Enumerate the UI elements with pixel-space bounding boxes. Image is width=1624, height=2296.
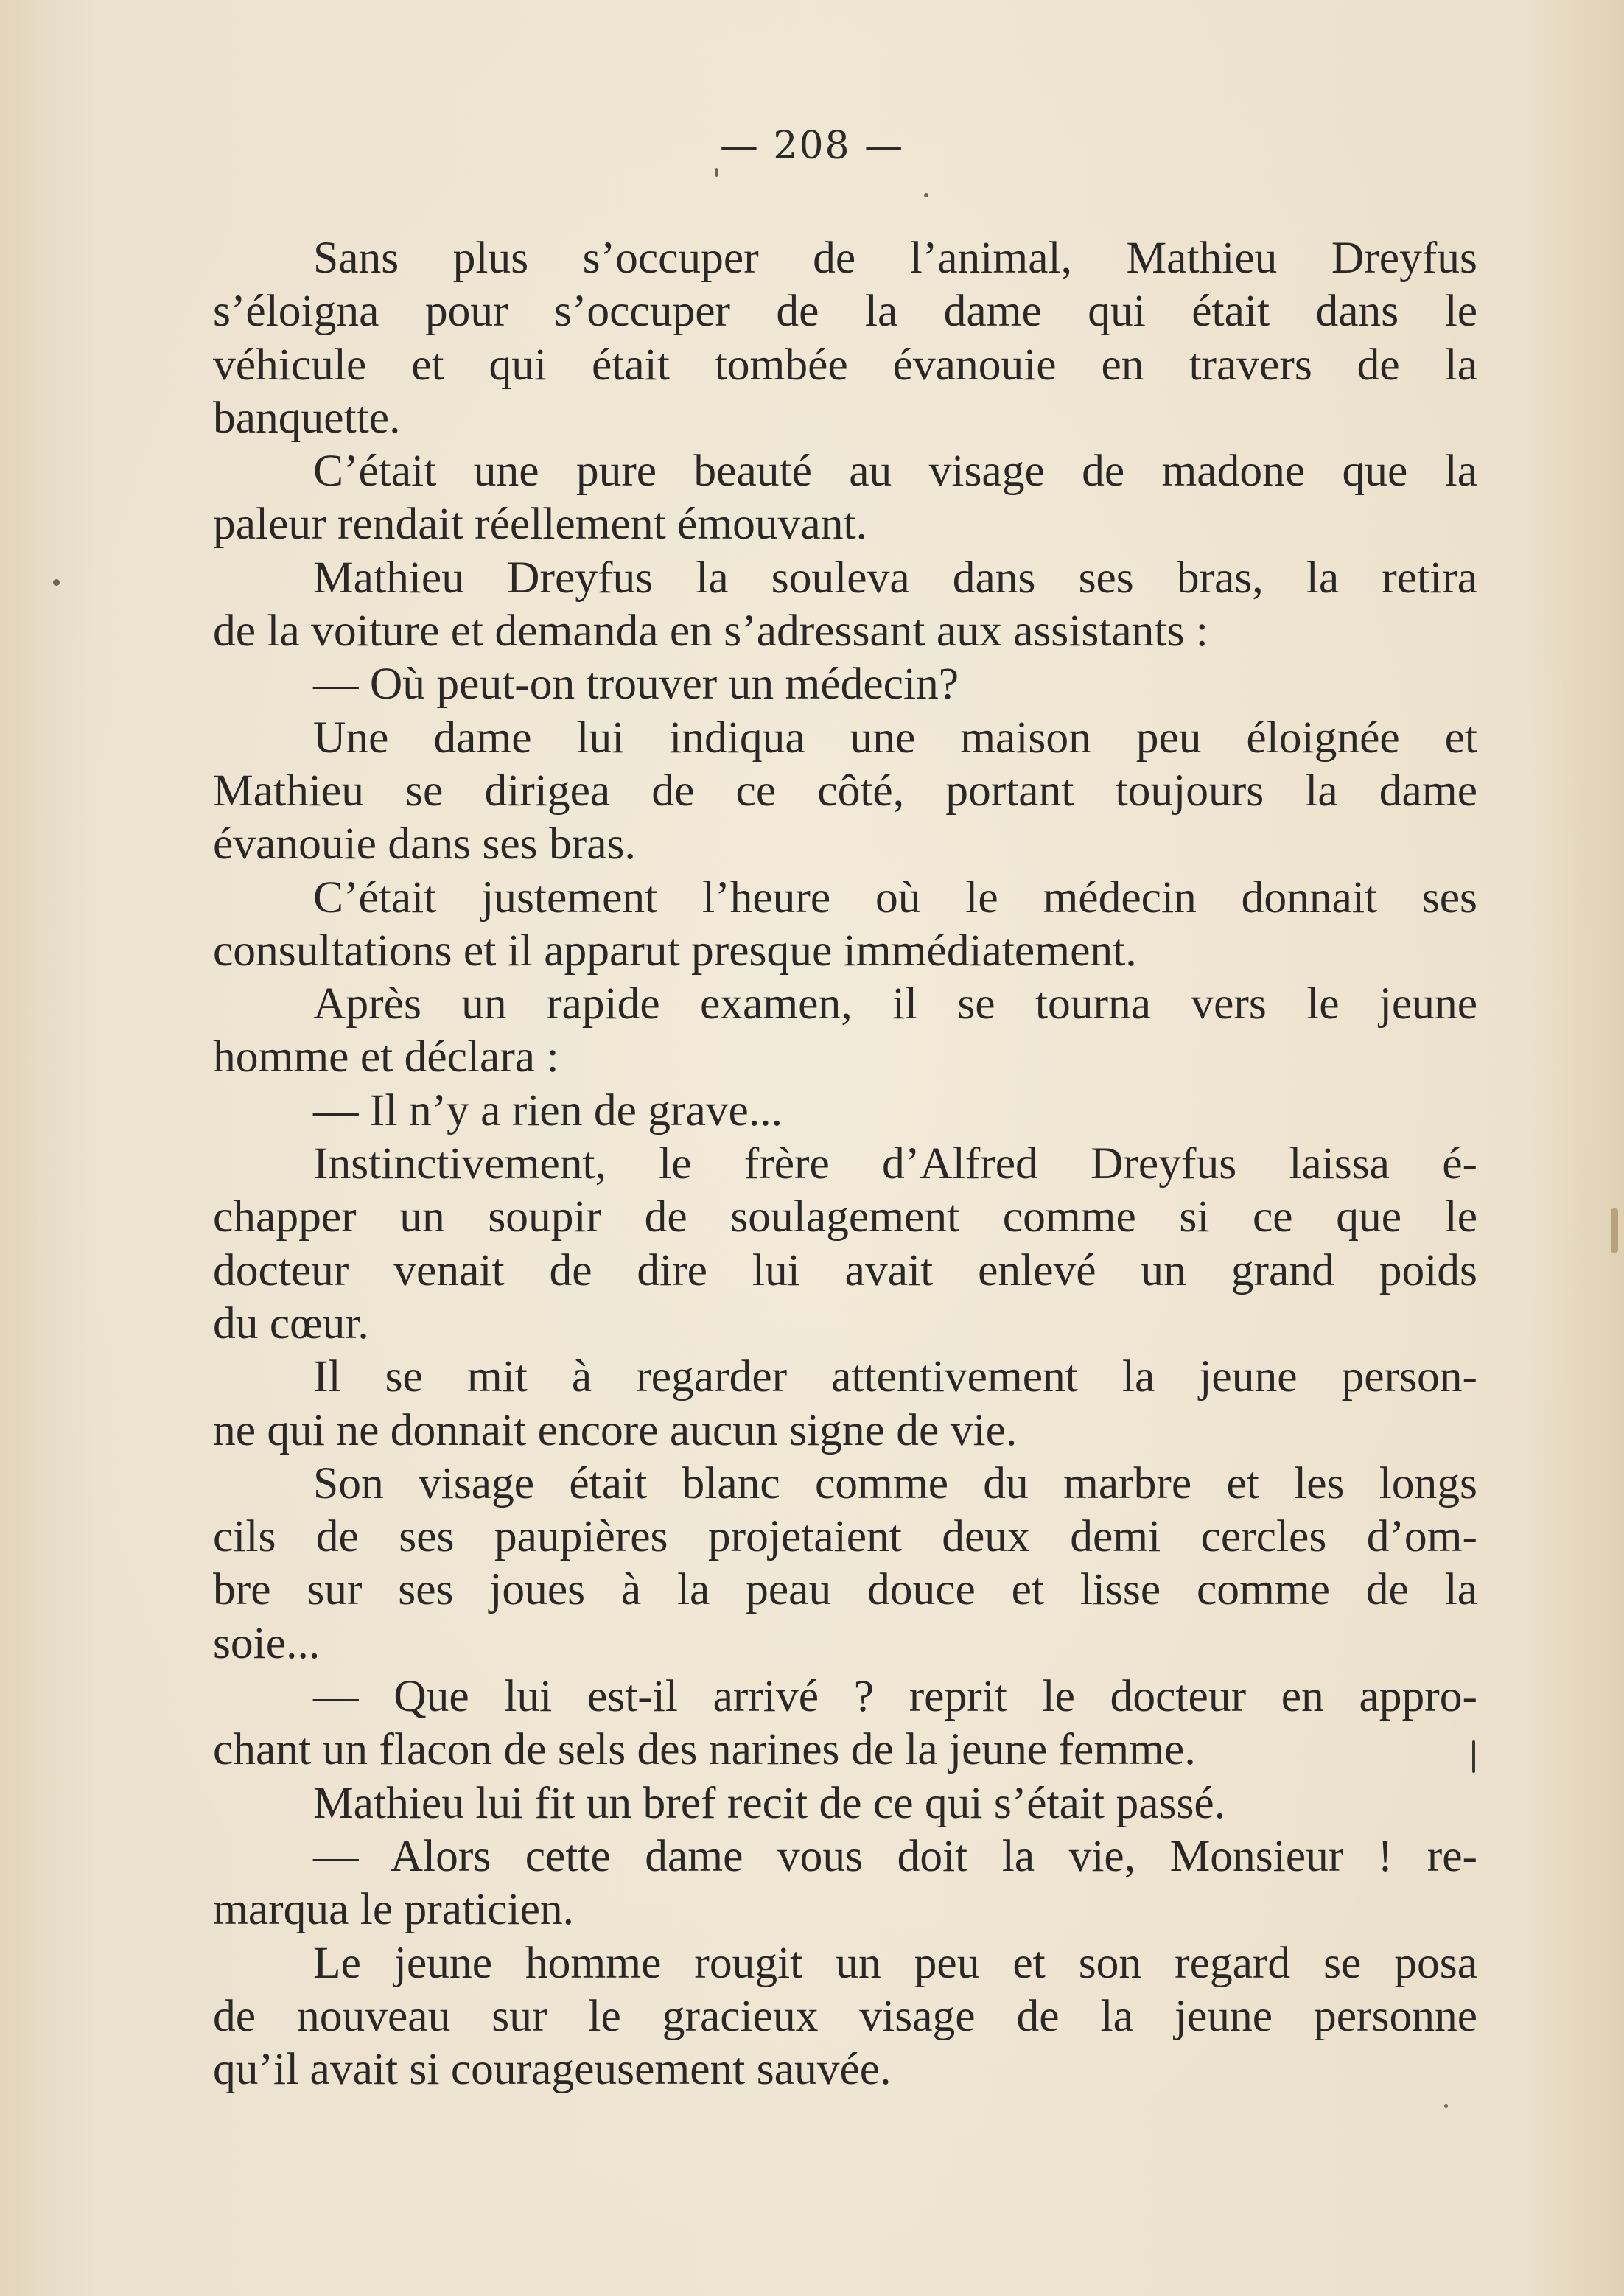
text-line: Mathieu se dirigea de ce côté, portant toujours la dame: [213, 765, 1477, 816]
paper-speck: [1611, 1208, 1618, 1253]
paper-speck: [1444, 2104, 1448, 2108]
text-line: Son visage était blanc comme du marbre et les longs: [313, 1457, 1477, 1508]
text-line: — Où peut-on trouver un médecin?: [313, 659, 959, 710]
text-line: évanouie dans ses bras.: [213, 819, 636, 869]
text-line: bre sur ses joues à la peau douce et lisse comme de la: [213, 1564, 1477, 1615]
text-line: de nouveau sur le gracieux visage de la jeune personne: [213, 1990, 1477, 2041]
text-line: marqua le praticien.: [213, 1884, 575, 1935]
text-line: cils de ses paupières projetaient deux demi cercles d’om-: [213, 1511, 1477, 1562]
text-line: — Que lui est-il arrivé ? reprit le docteur en appro-: [313, 1671, 1477, 1722]
text-line: — Alors cette dame vous doit la vie, Monsieur ! re-: [313, 1830, 1477, 1881]
text-line: Instinctivement, le frère d’Alfred Dreyfus laissa é-: [313, 1138, 1477, 1189]
text-line: docteur venait de dire lui avait enlevé un grand poids: [213, 1245, 1477, 1295]
text-line: banquette.: [213, 392, 401, 443]
paper-speck: [1472, 1740, 1475, 1773]
text-line: Une dame lui indiqua une maison peu éloignée et: [313, 712, 1477, 763]
text-line: chapper un soupir de soulagement comme si ce que le: [213, 1191, 1477, 1242]
text-line: chant un flacon de sels des narines de la jeune femme.: [213, 1724, 1196, 1775]
text-line: — Il n’y a rien de grave...: [313, 1085, 783, 1135]
page-number: — 208 —: [719, 124, 905, 168]
text-line: consultations et il apparut presque immédiatement.: [213, 925, 1137, 976]
text-line: Mathieu lui fit un bref recit de ce qui s’était passé.: [313, 1777, 1226, 1828]
text-line: Mathieu Dreyfus la souleva dans ses bras, la retira: [313, 552, 1477, 603]
text-line: véhicule et qui était tombée évanouie en travers de la: [213, 339, 1477, 390]
text-line: de la voiture et demanda en s’adressant aux assistants :: [213, 606, 1208, 657]
text-line: Après un rapide examen, il se tourna vers le jeune: [313, 979, 1477, 1029]
text-line: Sans plus s’occuper de l’animal, Mathieu Dreyfus: [313, 233, 1477, 283]
text-line: ne qui ne donnait encore aucun signe de vie.: [213, 1404, 1018, 1455]
text-line: Il se mit à regarder attentivement la jeune person-: [313, 1351, 1477, 1402]
body-text: [213, 231, 1477, 2096]
text-line: Le jeune homme rougit un peu et son regard se posa: [313, 1937, 1477, 1988]
paper-speck: [53, 579, 60, 586]
text-line: s’éloigna pour s’occuper de la dame qui était dans le: [213, 286, 1477, 337]
text-line: homme et déclara :: [213, 1032, 559, 1082]
paper-speck: [715, 168, 718, 177]
paper-speck: [924, 193, 928, 197]
text-line: C’était justement l’heure où le médecin donnait ses: [313, 872, 1477, 923]
text-line: qu’il avait si courageusement sauvée.: [213, 2044, 892, 2095]
text-line: paleur rendait réellement émouvant.: [213, 499, 867, 550]
text-line: C’était une pure beauté au visage de madone que la: [313, 446, 1477, 497]
text-line: soie...: [213, 1617, 321, 1668]
text-line: du cœur.: [213, 1298, 369, 1348]
